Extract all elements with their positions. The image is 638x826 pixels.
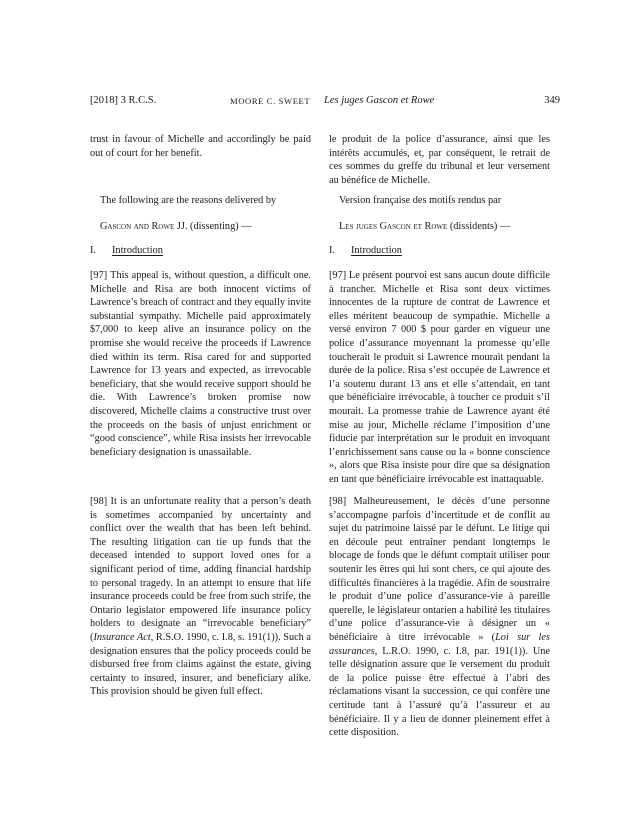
section-title: Introduction — [351, 245, 402, 256]
french-section-heading — [329, 244, 550, 258]
volume-citation: [2018] 3 R.C.S. — [90, 95, 157, 106]
act-title: Insurance Act — [93, 631, 151, 643]
french-paragraph-97: [97] Le présent pourvoi est sans aucun doute difficile à trancher. Michelle et Risa sont deux victimes innocentes de la rupture de contrat de Lawrence et elles méritent beaucoup de sympathie. Michelle a versé environ 7 000 $ pour garder en vigueur une police d’assurance moyennant la promesse qu’elle toucherait le produit si Lawrence mourait pendant la durée de la police. Risa s’est occupée de Lawrence et l’a soutenu durant 13 ans et elle s’attendait, en tant que bénéficiaire irrévocable, à toucher ce produit s’il mourait. La promesse trahie de Lawrence ayant été mise au jour, Michelle réclame l’imposition d’une fiducie par interprétation sur le produit en invoquant l’enrichissement sans cause ou la « bonne conscience », alors que Risa insiste pour dire que sa désignation en tant que bénéficiaire irrévocable est inattaquable. — [329, 270, 550, 485]
judges-names: Gascon and Rowe — [100, 221, 175, 232]
judges-suffix: JJ. (dissenting) — — [174, 221, 252, 232]
judges-names: Les juges Gascon et Rowe — [339, 221, 448, 232]
act-title: Loi sur les assurances — [329, 631, 550, 657]
english-paragraph-97: [97] This appeal is, without question, a difficult one. Michelle and Risa are both innocent victims of Lawrence’s breach of contract and they equally invite substantial sympathy. Michelle paid approximately $7,000 to keep alive an insurance policy on the promise she would receive the proceeds if Lawrence died within its term. Risa cared for and supported Lawrence for 13 years and expected, as irrevocable beneficiary, that she would receive support should he die. With Lawrence’s broken promise now discovered, Michelle claims a constructive trust over the proceeds on the basis of unjust enrichment or “good conscience”, while Risa insists her irrevocable beneficiary designation is unassailable. — [90, 270, 311, 458]
page-number: 349 — [544, 95, 560, 106]
english-paragraph-98: [98] It is an unfortunate reality that a person’s death is sometimes accompanied by uncertainty and conflict over the wealth that has been left behind. The resulting litigation can tie up funds that the deceased intended to support loved ones for a significant period of time, adding financial hardship to personal tragedy. In an attempt to ensure that life insurance proceeds could be free from such strife, the Ontario legislator empowered life insurance policy holders to designate an “irrevocable beneficiary” (Insurance Act, R.S.O. 1990, c. I.8, s. 191(1)). Such a designation ensures that the policy proceeds could be disbursed free from claims against the estate, giving certainty to insured, insurer, and beneficiary alike. This provision should be given full effect. — [90, 496, 311, 698]
english-carryover: trust in favour of Michelle and accordingly be paid out of court for her benefit. — [90, 134, 311, 159]
english-section-heading — [90, 244, 311, 258]
page-header — [90, 94, 560, 108]
judges-suffix: (dissidents) — — [447, 221, 511, 232]
section-number: I. — [329, 245, 336, 256]
english-judges-line — [90, 220, 321, 234]
case-name: MOORE C. SWEET — [230, 96, 311, 106]
english-reasons-intro: The following are the reasons delivered by — [100, 195, 277, 206]
french-reasons-intro: Version française des motifs rendus par — [339, 195, 502, 206]
french-judges-line — [329, 220, 560, 234]
french-carryover: le produit de la police d’assurance, ainsi que les intérêts accumulés, et, par conséquent, le retrait de ces sommes du greffe du tribunal et leur versement au bénéfice de Michelle. — [329, 134, 550, 186]
section-title: Introduction — [112, 245, 163, 256]
section-number: I. — [90, 245, 97, 256]
french-paragraph-98: [98] Malheureusement, le décès d’une personne s’accompagne parfois d’incertitude et de conflit au sujet du patrimoine laissé par le défunt. Le litige qui en découle peut entraîner pendant longtemps le blocage de fonds que le défunt comptait utiliser pour soutenir les êtres qui lui sont chers, ce qui ajoute des difficultés financières à la tragédie. Afin de soustraire le produit d’une police d’assurance-vie à pareille querelle, le législateur ontarien a habilité les titulaires d’une police d’assurance-vie à désigner un « bénéficiaire à titre irrévocable » (Loi sur les assurances, L.R.O. 1990, c. I.8, par. 191(1)). Une telle désignation assure que le versement du produit de la police puisse être effectué à l’abri des réclamations visant la succession, ce qui confère une certitude tant à l’assuré qu’à l’assureur et au bénéficiaire. Il y a lieu de donner pleinement effet à cette disposition. — [329, 496, 550, 739]
judges-running-head: Les juges Gascon et Rowe — [324, 95, 435, 106]
